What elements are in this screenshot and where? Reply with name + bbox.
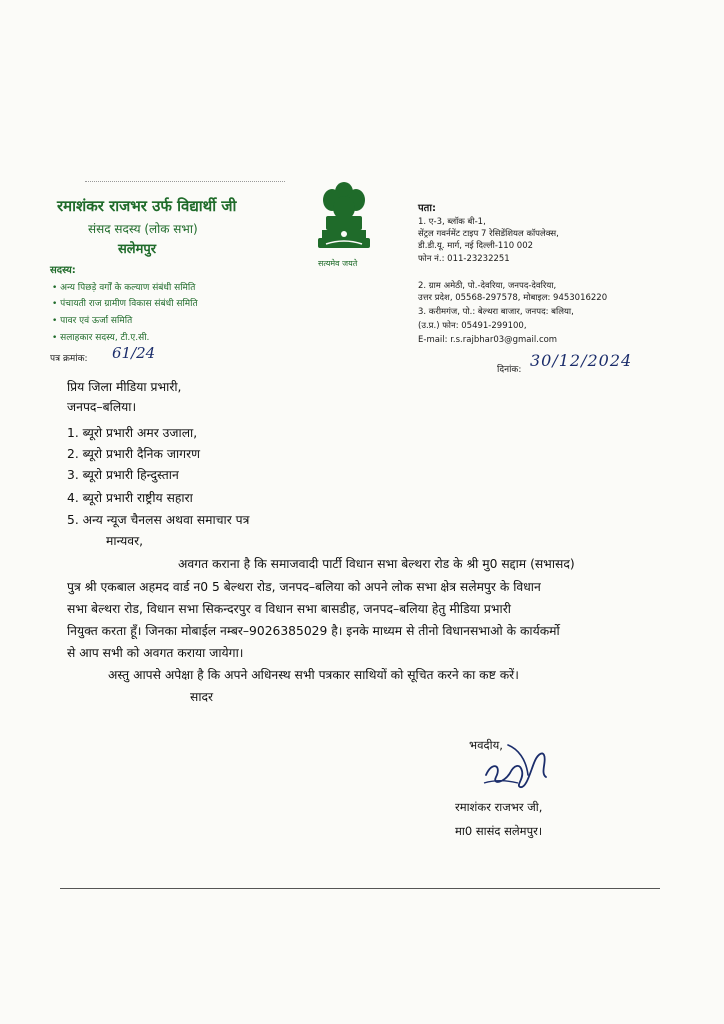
- signature-image: [478, 735, 558, 793]
- paragraph-line: से आप सभी को अवगत कराया जायेगा।: [67, 646, 244, 660]
- regards: सादर: [190, 690, 214, 704]
- reference-number: 61/24: [112, 344, 156, 362]
- recipient-item: 4. ब्यूरो प्रभारी राष्ट्रीय सहारा: [67, 491, 193, 505]
- footer-rule: [60, 888, 660, 889]
- salutation-line: प्रिय जिला मीडिया प्रभारी,: [67, 380, 182, 394]
- mp-name: रमाशंकर राजभर उर्फ विद्यार्थी जी: [57, 197, 237, 215]
- letter-date: 30/12/2024: [530, 351, 633, 370]
- constituency: सलेमपुर: [118, 242, 157, 257]
- paragraph-line: नियुक्त करता हूँ। जिनका मोबाईल नम्बर–9026385029 है। इनके माध्यम से तीनो विधानसभाओ के कार्यकर्मो: [67, 624, 560, 638]
- address-line: सेंट्रल गवर्नमेंट टाइप 7 रेसिडेंशियल कॉपलेक्स,: [418, 229, 559, 239]
- paragraph-line: अवगत कराना है कि समाजवादी पार्टी विधान सभा बेल्थरा रोड के श्री मु0 सद्दाम (सभासद): [178, 557, 575, 571]
- recipient-item: 3. ब्यूरो प्रभारी हिन्दुस्तान: [67, 468, 179, 482]
- address-line: डी.डी.यू. मार्ग, नई दिल्ली-110 002: [418, 241, 534, 251]
- signatory-title: मा0 सासंद सलेमपुर।: [455, 824, 543, 838]
- membership-item: • पावर एवं ऊर्जा समिति: [52, 316, 133, 326]
- mp-role: संसद सदस्य (लोक सभा): [88, 222, 198, 236]
- address-line: 1. ए-3, ब्लॉक बी-1,: [418, 217, 486, 227]
- members-heading: सदस्य:: [50, 265, 76, 276]
- recipient-item: 5. अन्य न्यूज चैनलस अथवा समाचार पत्र: [67, 513, 250, 527]
- address-line: फोन नं.: 011-23232251: [418, 254, 510, 264]
- reference-label: पत्र क्रमांक:: [50, 354, 88, 364]
- paragraph-line: पुत्र श्री एकबाल अहमद वार्ड न0 5 बेल्थरा रोड, जनपद–बलिया को अपने लोक सभा क्षेत्र सलेमपुर के विधान: [67, 580, 541, 594]
- email-line: E-mail: r.s.rajbhar03@gmail.com: [418, 335, 558, 345]
- membership-item: • सलाहकार सदस्य, टी.ए.सी.: [52, 333, 150, 343]
- national-emblem-icon: [312, 178, 376, 262]
- date-label: दिनांक:: [497, 365, 522, 375]
- address-line: (उ.प्र.) फोन: 05491-299100,: [418, 321, 527, 331]
- address-line: 3. करीमगंज, पो.: बेल्थरा बाजार, जनपद: बलिया,: [418, 307, 574, 317]
- greeting: मान्यवर,: [106, 534, 144, 548]
- recipient-item: 2. ब्यूरो प्रभारी दैनिक जागरण: [67, 447, 201, 461]
- paragraph-line: अस्तु आपसे अपेक्षा है कि अपने अधिनस्थ सभी पत्रकार साथियों को सूचित करने का कष्ट करें।: [108, 668, 519, 682]
- address-line: 2. ग्राम अमेठी, पो.-देवरिया, जनपद-देवरिया,: [418, 281, 557, 291]
- paragraph-line: सभा बेल्थरा रोड, विधान सभा सिकन्दरपुर व विधान सभा बासडीह, जनपद–बलिया हेतु मीडिया प्रभारी: [67, 602, 511, 616]
- signatory-name: रमाशंकर राजभर जी,: [455, 800, 543, 814]
- recipient-item: 1. ब्यूरो प्रभारी अमर उजाला,: [67, 426, 198, 440]
- membership-item: • अन्य पिछड़े वर्गों के कल्याण संबंधी समिति: [52, 283, 196, 293]
- address-heading: पता:: [418, 203, 436, 214]
- closing: भवदीय,: [469, 738, 503, 752]
- salutation-line: जनपद–बलिया।: [67, 400, 137, 414]
- top-rule: [85, 181, 285, 182]
- emblem-motto: सत्यमेव जयते: [318, 259, 358, 268]
- address-line: उत्तर प्रदेश, 05568-297578, मोबाइल: 9453016220: [418, 293, 608, 303]
- membership-item: • पंचायती राज ग्रामीण विकास संबंधी समिति: [52, 299, 198, 309]
